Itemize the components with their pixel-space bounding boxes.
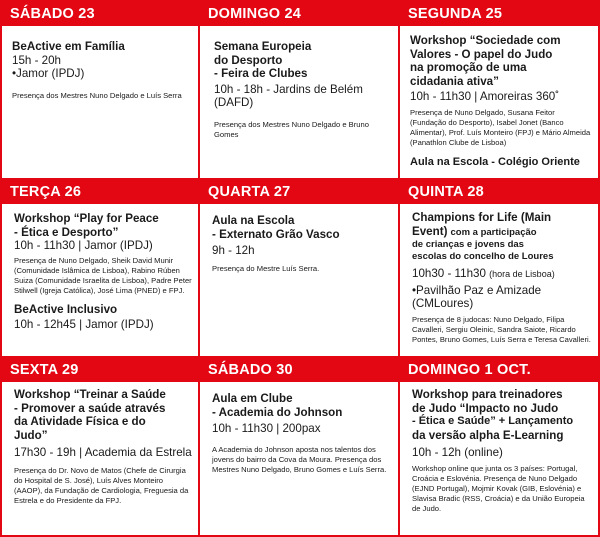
event-title-line: - Externato Grão Vasco: [212, 227, 340, 241]
event-note: Presença do Dr. Novo de Matos (Chefe de Cirurgia do Hospital de S. José), Luís Alves Monteiro (AAOP), da Fundação de Cardiologia, Freguesia da Estrela e do Presidente da FPJ.: [14, 465, 189, 505]
day-header: TERÇA 26: [2, 180, 198, 204]
day-cell-domingo-1-oct: [398, 356, 600, 537]
event-title-line: da versão alpha E-Learning: [412, 428, 564, 442]
event-title-line: - Ética e Saúde” + Lançamento: [412, 415, 574, 427]
event-note: Presença de Nuno Delgado, Susana Feitor (Fundação do Desporto), Isabel Jonet (Banco Alimentar), Prof. Luís Monteiro (FPJ) e Mário Almeida (Panathlon Clube de Lisboa): [410, 107, 591, 147]
day-header: SEGUNDA 25: [400, 2, 598, 26]
event-place: (DAFD): [214, 96, 254, 109]
day-cell-sabado-23: [0, 0, 200, 180]
event-title-line: - Academia do Johnson: [212, 405, 343, 419]
event-title-line: Workshop “Sociedade com: [410, 34, 561, 47]
event-title-part: Event): [412, 224, 448, 238]
event-title-line: cidadania ativa”: [410, 74, 499, 88]
day-cell-quarta-27: [198, 178, 400, 358]
event-title-line: do Desporto: [214, 53, 283, 67]
event-time: 9h - 12h: [212, 244, 255, 257]
event-note: Presença de 8 judocas: Nuno Delgado, Filipa Cavalleri, Sergiu Oleinic, Sandra Saiote, Ricardo Pontes, Bruno Gomes, Luís Serra e Teresa Cavalleri.: [412, 314, 591, 344]
second-event-title: BeActive Inclusivo: [14, 302, 118, 316]
event-title-line: de crianças e jovens das: [412, 239, 524, 250]
event-time-place: 10h - 11h30 | Amoreiras 360˚: [410, 90, 560, 103]
day-cell-terca-26: [0, 178, 200, 358]
event-title-line: Aula em Clube: [212, 392, 293, 405]
event-title-line: Workshop para treinadores: [412, 388, 563, 401]
day-header: SÁBADO 23: [2, 2, 198, 26]
extra-event-title: Aula na Escola - Colégio Oriente: [410, 155, 580, 168]
event-note: Workshop online que junta os 3 países: Portugal, Croácia e Eslovénia. Presença de Nuno Delgado (EJND Portugal), Mojmir Kovak (GIB, Eslovénia) e Slavisa Bradic (RSS, Croácia) e da União Europeia de Judo.: [412, 463, 585, 513]
day-cell-sabado-30: [198, 356, 400, 537]
day-header: SÁBADO 30: [200, 358, 398, 382]
event-note: Presença dos Mestres Nuno Delgado e Luís Serra: [12, 90, 182, 100]
event-note: Presença dos Mestres Nuno Delgado e Bruno Gomes: [214, 119, 369, 139]
event-note: Presença do Mestre Luís Serra.: [212, 263, 320, 273]
day-cell-sexta-29: [0, 356, 200, 537]
event-title-line: escolas do concelho de Loures: [412, 251, 554, 262]
event-time-place: 17h30 - 19h | Academia da Estrela: [14, 446, 192, 459]
day-header: DOMINGO 1 OCT.: [400, 358, 598, 382]
event-title-line: na promoção de uma: [410, 61, 527, 74]
event-time-note: (hora de Lisboa): [489, 269, 555, 279]
day-header: SEXTA 29: [2, 358, 198, 382]
event-title-line: - Feira de Clubes: [214, 67, 308, 80]
event-title-line: da Atividade Física e do: [14, 415, 146, 428]
day-cell-segunda-25: [398, 0, 600, 180]
event-title-line: Valores - O papel do Judo: [410, 47, 553, 61]
event-title-part: com a participação: [450, 226, 537, 238]
event-title-line: Aula na Escola: [212, 214, 295, 227]
event-title-line: - Promover a saúde através: [14, 401, 166, 415]
day-cell-domingo-24: [198, 0, 400, 180]
event-time-place: 10h - 11h30 | Jamor (IPDJ): [14, 239, 153, 252]
event-title-line: Champions for Life (Main: [412, 211, 552, 224]
event-place: •Pavilhão Paz e Amizade: [412, 283, 542, 297]
second-event-time-place: 10h - 12h45 | Jamor (IPDJ): [14, 318, 154, 331]
event-title-line: Judo”: [14, 428, 48, 442]
event-title-line: Semana Europeia: [214, 40, 312, 53]
event-place: •Jamor (IPDJ): [12, 67, 85, 80]
event-place: (CMLoures): [412, 297, 474, 310]
day-cell-quinta-28: [398, 178, 600, 358]
event-time-place: 10h - 11h30 | 200pax: [212, 422, 321, 435]
event-time: 10h30 - 11h30: [412, 267, 486, 280]
event-title-line: de Judo “Impacto no Judo: [412, 401, 559, 415]
event-time: 15h - 20h: [12, 53, 61, 67]
event-time-place: 10h - 12h (online): [412, 446, 503, 459]
event-title-line: Workshop “Treinar a Saúde: [14, 388, 166, 401]
event-note: Presença de Nuno Delgado, Sheik David Munir (Comunidade Islâmica de Lisboa), Rabino Rúben Suiza (Comunidade Israelita de Lisboa), Padre Peter Stilwell (Igreja Católica), José Lima (PNED) e FPJ.: [14, 255, 192, 295]
event-time-place: 10h - 18h - Jardins de Belém: [214, 82, 363, 96]
event-title-line: Workshop “Play for Peace: [14, 212, 159, 225]
event-note: A Academia do Johnson aposta nos talentos dos jovens do bairro da Cova da Moura. Presença dos Mestres Nuno Delgado, Bruno Gomes e Luís Serra.: [212, 444, 387, 474]
day-header: QUARTA 27: [200, 180, 398, 204]
day-header: QUINTA 28: [400, 180, 598, 204]
event-title: BeActive em Família: [12, 40, 125, 53]
event-title-line: - Ética e Desporto”: [14, 225, 119, 239]
day-header: DOMINGO 24: [200, 2, 398, 26]
